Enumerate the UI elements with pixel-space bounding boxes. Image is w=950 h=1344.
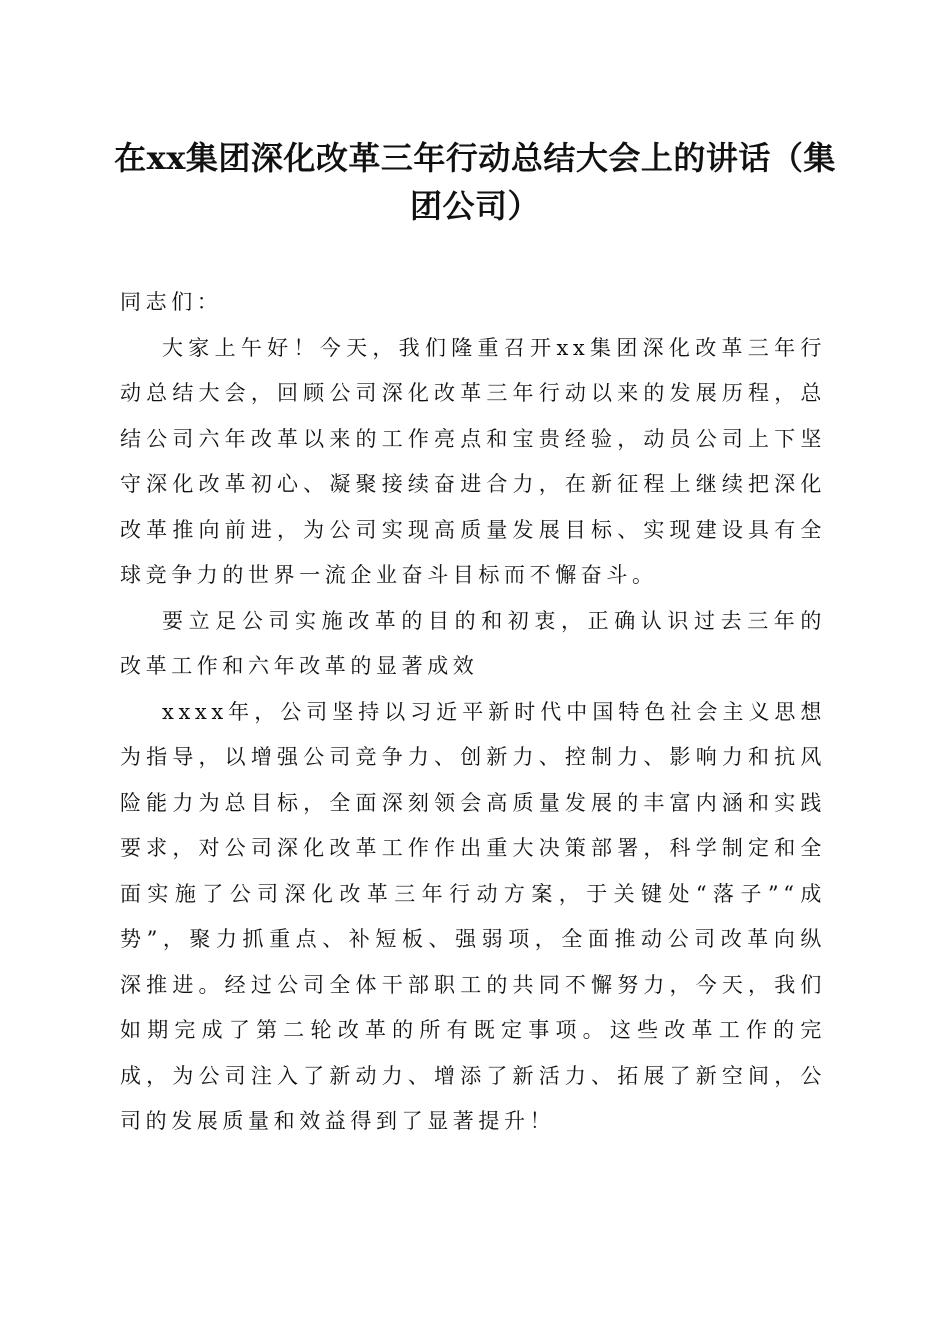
document-body <box>120 280 826 1145</box>
document-title: 在xx集团深化改革三年行动总结大会上的讲话（集团公司） <box>114 139 836 225</box>
salutation: 同志们： <box>120 290 223 314</box>
paragraph-opening: 大家上午好！今天，我们隆重召开xx集团深化改革三年行动总结大会，回顾公司深化改革三年行动以来的发展历程，总结公司六年改革以来的工作亮点和宝贵经验，动员公司上下坚守深化改革初心、凝聚接续奋进合力，在新征程上继续把深化改革推向前进，为公司实现高质量发展目标、实现建设具有全球竞争力的世界一流企业奋斗目标而不懈奋斗。 <box>120 335 826 587</box>
paragraph-achievements: xxxx年，公司坚持以习近平新时代中国特色社会主义思想为指导，以增强公司竞争力、创新力、控制力、影响力和抗风险能力为总目标，全面深刻领会高质量发展的丰富内涵和实践要求，对公司深化改革工作作出重大决策部署，科学制定和全面实施了公司深化改革三年行动方案，于关键处“落子”“成势”，聚力抓重点、补短板、强弱项，全面推动公司改革向纵深推进。经过公司全体干部职工的共同不懈努力，今天，我们如期完成了第二轮改革的所有既定事项。这些改革工作的完成，为公司注入了新动力、增添了新活力、拓展了新空间，公司的发展质量和效益得到了显著提升！ <box>120 699 826 1133</box>
paragraph-section-heading: 要立足公司实施改革的目的和初衷，正确认识过去三年的改革工作和六年改革的显著成效 <box>120 608 826 678</box>
